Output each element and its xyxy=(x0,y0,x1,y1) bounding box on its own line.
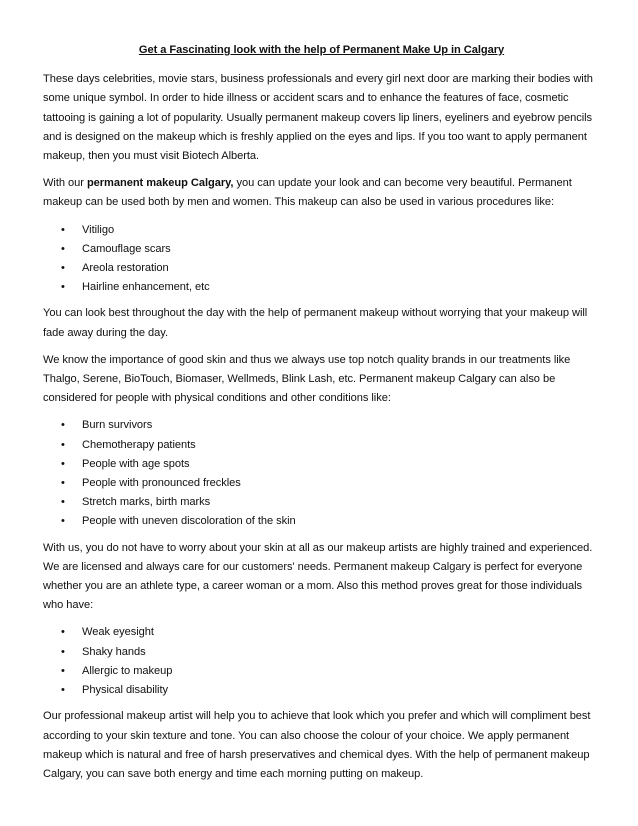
document-title: Get a Fascinating look with the help of Permanent Make Up in Calgary xyxy=(138,44,505,56)
bullet-icon: • xyxy=(61,242,65,255)
list-item-text: Allergic to makeup xyxy=(82,664,173,677)
list-item-text: Weak eyesight xyxy=(82,626,154,639)
list-item-text: Camouflage scars xyxy=(82,242,171,255)
bullet-icon: • xyxy=(61,664,65,677)
bullet-icon: • xyxy=(61,438,65,451)
list-item-text: Shaky hands xyxy=(82,645,146,658)
list-item xyxy=(43,221,600,240)
list-item xyxy=(43,474,600,493)
bullet-icon: • xyxy=(61,223,65,236)
bullet-icon: • xyxy=(61,645,65,658)
list-item xyxy=(43,623,600,642)
procedures-text-after: you can update your look and can become very beautiful. Permanent makeup can be used both by men and women. This makeup can also be used in various procedures like: xyxy=(43,177,572,209)
list-item xyxy=(43,512,600,531)
list-item xyxy=(43,493,600,512)
experience-paragraph: With us, you do not have to worry about your skin at all as our makeup artists are highly trained and experienced. We are licensed and always care for our customers' needs. Permanent makeup Calgary is perfect for everyone whether you are an athlete type, a career woman or a mom. Also this method proves great for those individuals who have: xyxy=(43,541,593,612)
list-item xyxy=(43,259,600,278)
list-item-text: People with pronounced freckles xyxy=(82,477,241,490)
conditions-list xyxy=(43,416,600,531)
bullet-icon: • xyxy=(61,626,65,639)
bullet-icon: • xyxy=(61,419,65,432)
closing-paragraph: Our professional makeup artist will help you to achieve that look which you prefer and which will compliment best according to your skin texture and tone. You can also choose the colour of your choice. We apply permanent makeup which is natural and free of harsh preservatives and chemical dyes. With the help of permanent makeup Calgary, you can save both energy and time each morning putting on makeup. xyxy=(43,710,591,780)
list-item xyxy=(43,662,600,681)
list-item-text: Vitiligo xyxy=(82,223,115,236)
procedures-text-before: With our xyxy=(43,177,87,190)
list-item-text: People with age spots xyxy=(82,457,190,470)
all-day-paragraph: You can look best throughout the day with the help of permanent makeup without worrying that your makeup will fade away during the day. xyxy=(43,307,588,339)
list-item-text: Hairline enhancement, etc xyxy=(82,281,210,294)
procedures-list xyxy=(43,221,600,298)
bullet-icon: • xyxy=(61,515,65,528)
bullet-icon: • xyxy=(61,684,65,697)
bullet-icon: • xyxy=(61,477,65,490)
list-item xyxy=(43,455,600,474)
list-item xyxy=(43,240,600,259)
list-item xyxy=(43,681,600,700)
bullet-icon: • xyxy=(61,457,65,470)
bullet-icon: • xyxy=(61,496,65,509)
procedures-bold-phrase: permanent makeup Calgary, xyxy=(86,177,234,190)
bullet-icon: • xyxy=(61,281,65,294)
intro-paragraph: These days celebrities, movie stars, business professionals and every girl next door are marking their bodies with some unique symbol. In order to hide illness or accident scars and to enhance the features of face, cosmetic tattooing is gaining a lot of popularity. Usually permanent makeup covers lip liners, eyeliners and eyebrow pencils and is designed on the makeup which is freshly applied on the eyes and lips. If you too want to apply permanent makeup, then you must visit Biotech Alberta. xyxy=(43,73,593,163)
list-item xyxy=(43,643,600,662)
list-item-text: Physical disability xyxy=(82,684,168,697)
list-item-text: Chemotherapy patients xyxy=(82,438,196,451)
list-item-text: Burn survivors xyxy=(82,419,153,432)
procedures-paragraph xyxy=(43,174,600,212)
document-page xyxy=(43,41,600,792)
list-item xyxy=(43,416,600,435)
list-item-text: Areola restoration xyxy=(82,262,169,275)
bullet-icon: • xyxy=(61,262,65,275)
individuals-list xyxy=(43,623,600,700)
brands-paragraph: We know the importance of good skin and thus we always use top notch quality brands in our treatments like Thalgo, Serene, BioTouch, Biomaser, Wellmeds, Blink Lash, etc. Permanent makeup Calgary can also be considered for people with physical conditions and other conditions like: xyxy=(43,353,571,405)
list-item xyxy=(43,436,600,455)
list-item-text: People with uneven discoloration of the skin xyxy=(82,515,296,528)
list-item xyxy=(43,278,600,297)
list-item-text: Stretch marks, birth marks xyxy=(82,496,211,509)
